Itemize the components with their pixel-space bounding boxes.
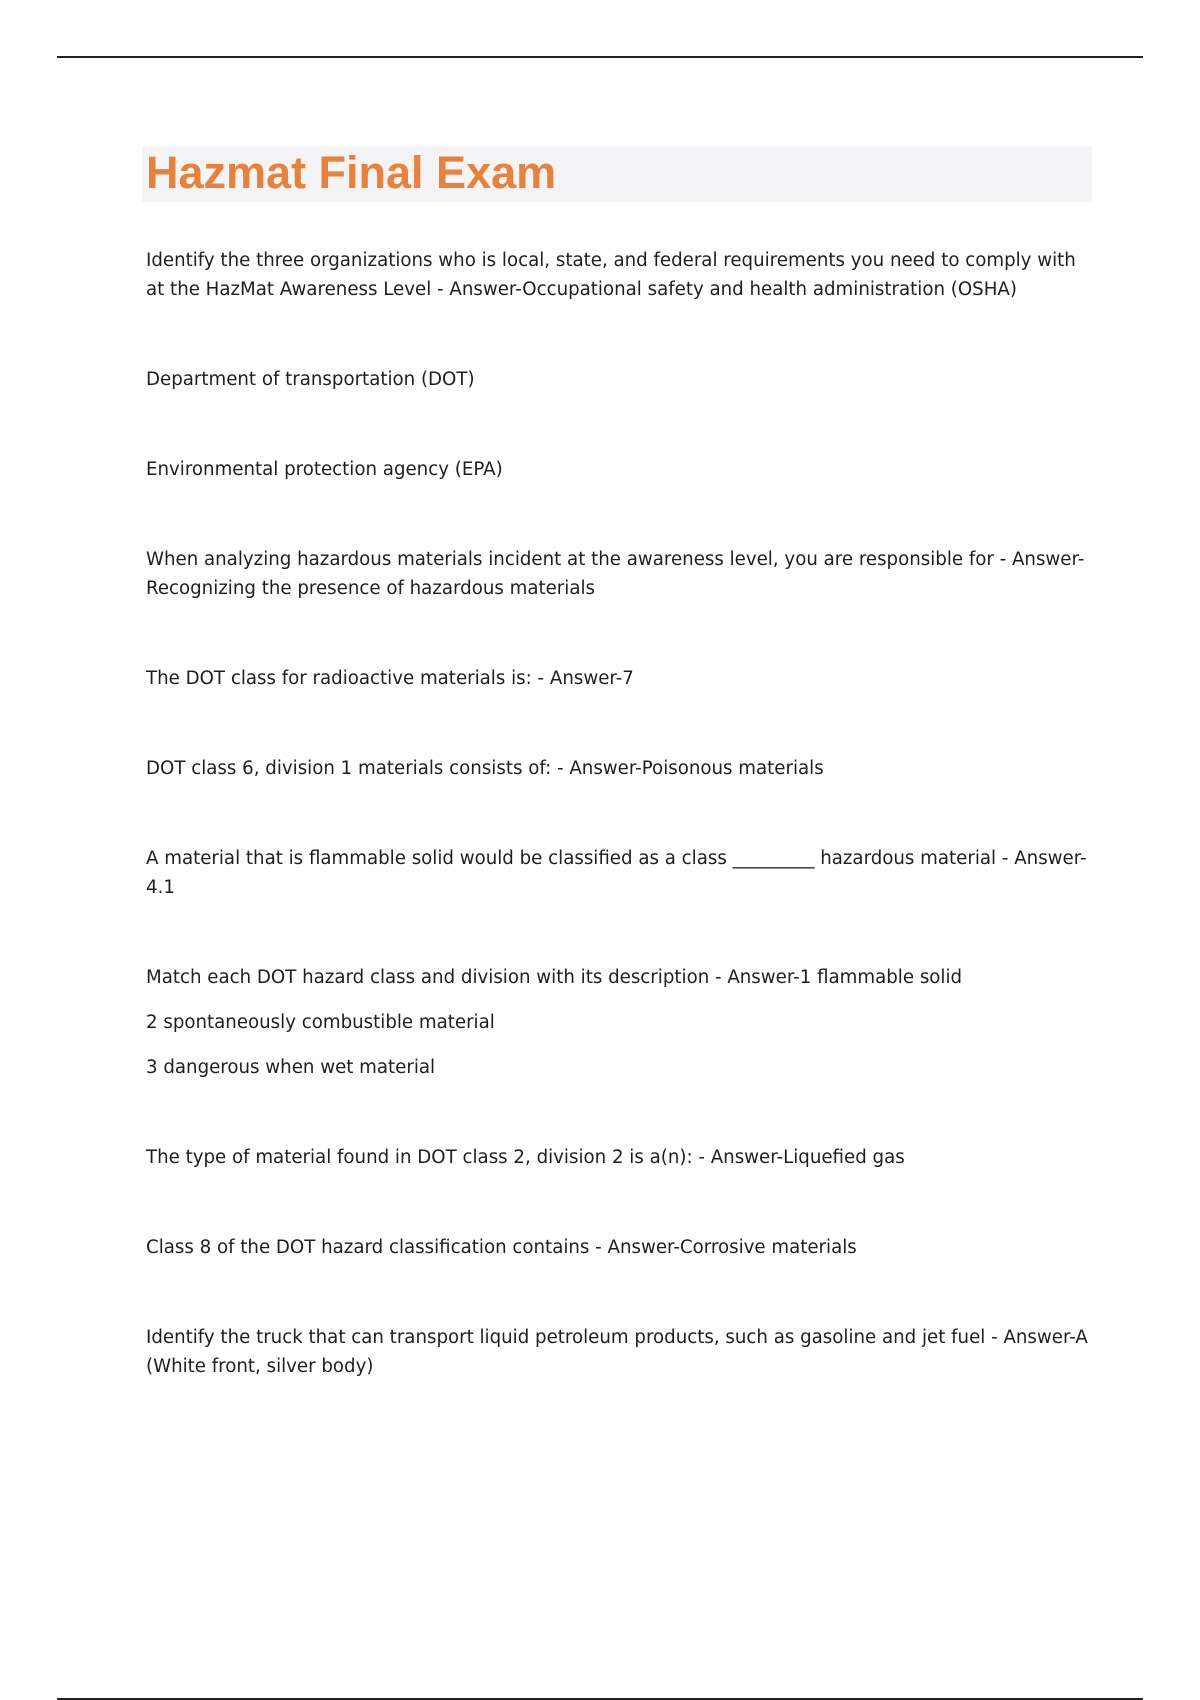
document-body <box>146 246 1096 1381</box>
question-radioactive-class: The DOT class for radioactive materials is: - Answer-7 <box>146 668 634 689</box>
answer-line-epa: Environmental protection agency (EPA) <box>146 459 503 480</box>
answer-line-dot: Department of transportation (DOT) <box>146 369 475 390</box>
question-class-2-division-2: The type of material found in DOT class 2, division 2 is a(n): - Answer-Liquefied gas <box>146 1147 905 1168</box>
question-flammable-solid: A material that is flammable solid would be classified as a class _________ hazardous material - Answer-4.1 <box>146 848 1087 898</box>
question-osha: Identify the three organizations who is local, state, and federal requirements you need to comply with at the HazMat Awareness Level - Answer-Occupational safety and health administration (OSHA) <box>146 250 1076 300</box>
document-title: Hazmat Final Exam <box>146 147 557 198</box>
question-awareness-level: When analyzing hazardous materials incident at the awareness level, you are responsible for - Answer-Recognizing the presence of hazardous materials <box>146 549 1085 599</box>
question-match-hazard-class: Match each DOT hazard class and division with its description - Answer-1 flammable solid <box>146 967 963 988</box>
question-class-6-division-1: DOT class 6, division 1 materials consists of: - Answer-Poisonous materials <box>146 758 824 779</box>
question-class-8: Class 8 of the DOT hazard classification contains - Answer-Corrosive materials <box>146 1237 857 1258</box>
answer-line-2: 2 spontaneously combustible material <box>146 1012 495 1033</box>
answer-line-3: 3 dangerous when wet material <box>146 1057 436 1078</box>
header-rule <box>57 56 1143 58</box>
question-petroleum-truck: Identify the truck that can transport liquid petroleum products, such as gasoline and jet fuel - Answer-A (White front, silver body) <box>146 1327 1088 1377</box>
